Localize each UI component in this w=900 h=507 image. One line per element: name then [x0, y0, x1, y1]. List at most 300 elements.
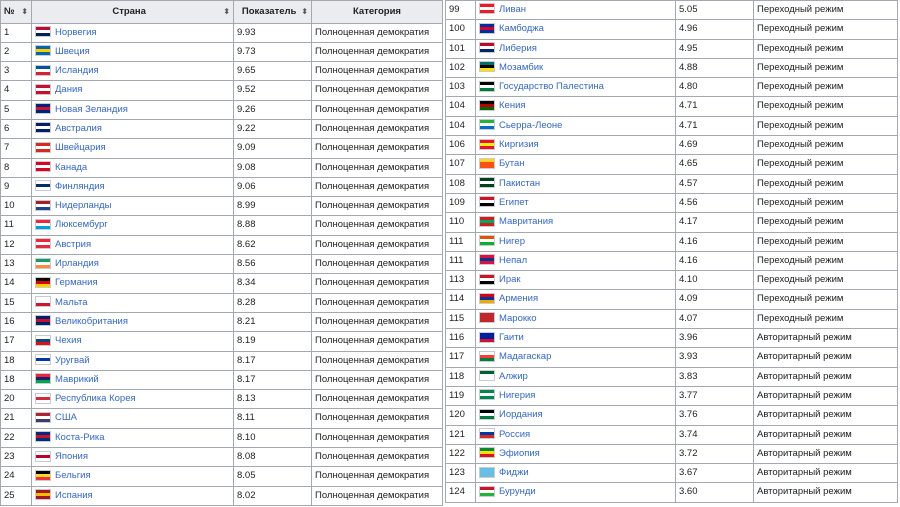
country-flag-icon[interactable] [35, 393, 51, 404]
country-cell [476, 174, 676, 193]
country-link[interactable]: Сьерра-Леоне [499, 119, 563, 131]
country-flag-icon[interactable] [479, 351, 495, 362]
country-cell [32, 274, 234, 293]
table-row [446, 78, 898, 97]
country-flag-icon[interactable] [479, 119, 495, 130]
score-cell: 8.62 [234, 235, 312, 254]
country-link[interactable]: Дания [55, 84, 83, 96]
rank-cell: 104 [446, 97, 476, 116]
score-cell: 4.71 [676, 97, 754, 116]
rank-cell: 23 [1, 448, 32, 467]
table-row [1, 428, 443, 447]
rank-cell: 103 [446, 78, 476, 97]
score-cell: 4.16 [676, 251, 754, 270]
score-cell: 3.67 [676, 464, 754, 483]
country-link[interactable]: Эфиопия [499, 447, 540, 459]
sort-icon[interactable]: ⬍ [223, 7, 230, 16]
country-flag-icon[interactable] [479, 254, 495, 265]
right-table-body [446, 1, 898, 503]
score-cell: 8.17 [234, 351, 312, 370]
category-cell: Переходный режим [754, 1, 898, 20]
table-row [1, 81, 443, 100]
country-link[interactable]: Мадагаскар [499, 351, 552, 363]
score-cell: 3.83 [676, 367, 754, 386]
category-cell: Авторитарный режим [754, 406, 898, 425]
table-row [446, 39, 898, 58]
country-link[interactable]: Япония [55, 451, 88, 463]
rank-cell: 119 [446, 386, 476, 405]
country-flag-icon[interactable] [479, 312, 495, 323]
country-flag-icon[interactable] [479, 100, 495, 111]
country-flag-icon[interactable] [479, 293, 495, 304]
rank-cell: 7 [1, 139, 32, 158]
country-cell [32, 42, 234, 61]
category-cell: Переходный режим [754, 20, 898, 39]
country-link[interactable]: Алжир [499, 370, 528, 382]
category-cell: Полноценная демократия [312, 23, 443, 42]
category-cell: Полноценная демократия [312, 139, 443, 158]
rank-cell: 104 [446, 116, 476, 135]
rank-cell: 24 [1, 467, 32, 486]
country-flag-icon[interactable] [35, 219, 51, 230]
table-row [446, 20, 898, 39]
country-link[interactable]: Египет [499, 196, 529, 208]
score-cell: 3.72 [676, 444, 754, 463]
category-cell: Полноценная демократия [312, 42, 443, 61]
rank-cell: 109 [446, 193, 476, 212]
category-cell: Полноценная демократия [312, 235, 443, 254]
country-link[interactable]: Фиджи [499, 467, 529, 479]
country-flag-icon[interactable] [479, 42, 495, 53]
country-cell [476, 406, 676, 425]
category-cell: Переходный режим [754, 271, 898, 290]
category-cell: Авторитарный режим [754, 483, 898, 502]
country-link[interactable]: Бельгия [55, 470, 91, 482]
category-cell: Переходный режим [754, 290, 898, 309]
country-flag-icon[interactable] [35, 335, 51, 346]
table-row [446, 464, 898, 483]
score-cell: 9.26 [234, 100, 312, 119]
country-cell [476, 329, 676, 348]
rank-cell: 115 [446, 309, 476, 328]
country-link[interactable]: Государство Палестина [499, 81, 604, 93]
country-link[interactable]: Мальта [55, 296, 88, 308]
country-link[interactable]: Маврикий [55, 373, 99, 385]
country-link[interactable]: Камбоджа [499, 23, 544, 35]
country-link[interactable]: Швейцария [55, 142, 106, 154]
score-cell: 3.96 [676, 329, 754, 348]
country-flag-icon[interactable] [479, 274, 495, 285]
country-link[interactable]: Норвегия [55, 26, 97, 38]
country-cell [476, 78, 676, 97]
left-ranking-table [0, 0, 443, 506]
country-link[interactable]: Либерия [499, 42, 537, 54]
country-cell [32, 312, 234, 331]
country-flag-icon[interactable] [479, 61, 495, 72]
category-cell: Полноценная демократия [312, 312, 443, 331]
score-cell: 4.17 [676, 213, 754, 232]
score-cell: 9.93 [234, 23, 312, 42]
category-cell: Авторитарный режим [754, 329, 898, 348]
table-row [1, 177, 443, 196]
category-cell: Переходный режим [754, 58, 898, 77]
country-cell [32, 197, 234, 216]
country-cell [32, 62, 234, 81]
country-flag-icon[interactable] [479, 196, 495, 207]
category-cell: Полноценная демократия [312, 370, 443, 389]
rank-cell: 3 [1, 62, 32, 81]
category-cell: Полноценная демократия [312, 216, 443, 235]
score-cell: 3.74 [676, 425, 754, 444]
table-row [1, 23, 443, 42]
country-flag-icon[interactable] [479, 216, 495, 227]
score-cell: 4.71 [676, 116, 754, 135]
category-cell: Полноценная демократия [312, 390, 443, 409]
country-link[interactable]: Киргизия [499, 139, 539, 151]
rank-cell: 8 [1, 158, 32, 177]
country-flag-icon[interactable] [35, 26, 51, 37]
score-cell: 9.22 [234, 119, 312, 138]
country-flag-icon[interactable] [35, 65, 51, 76]
rank-cell: 11 [1, 216, 32, 235]
country-cell [476, 58, 676, 77]
rank-cell: 4 [1, 81, 32, 100]
table-row [1, 312, 443, 331]
rank-cell: 120 [446, 406, 476, 425]
country-link[interactable]: Чехия [55, 335, 82, 347]
table-row [1, 351, 443, 370]
rank-column-header[interactable]: № ⬍ [1, 1, 32, 24]
country-cell [32, 177, 234, 196]
country-link[interactable]: Гаити [499, 332, 524, 344]
country-flag-icon[interactable] [35, 354, 51, 365]
category-cell: Полноценная демократия [312, 428, 443, 447]
country-link[interactable]: Люксембург [55, 219, 108, 231]
table-row [446, 213, 898, 232]
country-link[interactable]: Непал [499, 254, 528, 266]
table-row [446, 309, 898, 328]
table-row [1, 119, 443, 138]
country-cell [32, 293, 234, 312]
score-cell: 4.57 [676, 174, 754, 193]
score-cell: 9.06 [234, 177, 312, 196]
country-link[interactable]: Мозамбик [499, 61, 544, 73]
score-cell: 4.88 [676, 58, 754, 77]
table-row [1, 197, 443, 216]
rank-cell: 6 [1, 119, 32, 138]
country-cell [32, 139, 234, 158]
country-link[interactable]: Новая Зеландия [55, 103, 128, 115]
country-link[interactable]: Армения [499, 293, 539, 305]
rank-cell: 10 [1, 197, 32, 216]
country-link[interactable]: Австралия [55, 122, 102, 134]
rank-cell: 123 [446, 464, 476, 483]
country-cell [476, 425, 676, 444]
country-cell [476, 213, 676, 232]
table-row [1, 486, 443, 505]
country-link[interactable]: Коста-Рика [55, 431, 105, 443]
country-cell [476, 271, 676, 290]
country-cell [32, 332, 234, 351]
country-link[interactable]: Исландия [55, 65, 99, 77]
rank-cell: 21 [1, 409, 32, 428]
country-cell [32, 158, 234, 177]
country-flag-icon[interactable] [479, 139, 495, 150]
table-row [446, 425, 898, 444]
country-flag-icon[interactable] [35, 238, 51, 249]
country-link[interactable]: Ливан [499, 4, 527, 15]
country-link[interactable]: Швеция [55, 45, 90, 57]
country-link[interactable]: Пакистан [499, 177, 541, 189]
country-cell [476, 367, 676, 386]
country-link[interactable]: Марокко [499, 312, 537, 324]
table-row [446, 367, 898, 386]
score-cell: 4.96 [676, 20, 754, 39]
country-flag-icon[interactable] [35, 161, 51, 172]
country-link[interactable]: Бутан [499, 158, 525, 170]
country-flag-icon[interactable] [479, 389, 495, 400]
score-cell: 4.07 [676, 309, 754, 328]
rank-cell: 121 [446, 425, 476, 444]
rank-cell: 111 [446, 232, 476, 251]
country-link[interactable]: Россия [499, 428, 531, 440]
country-column-header[interactable]: Страна ⬍ [32, 1, 234, 24]
score-cell: 8.99 [234, 197, 312, 216]
country-cell [476, 1, 676, 20]
country-flag-icon[interactable] [35, 200, 51, 211]
country-flag-icon[interactable] [35, 296, 51, 307]
table-row [446, 136, 898, 155]
country-cell [476, 483, 676, 502]
country-link[interactable]: Финляндия [55, 180, 105, 192]
country-cell [32, 448, 234, 467]
rank-cell: 101 [446, 39, 476, 58]
country-link[interactable]: Республика Корея [55, 393, 136, 405]
country-flag-icon[interactable] [35, 489, 51, 500]
country-flag-icon[interactable] [479, 467, 495, 478]
score-cell: 9.08 [234, 158, 312, 177]
category-cell: Переходный режим [754, 193, 898, 212]
country-cell [32, 351, 234, 370]
score-cell: 4.69 [676, 136, 754, 155]
country-flag-icon[interactable] [479, 81, 495, 92]
rank-cell: 18 [1, 370, 32, 389]
country-cell [476, 136, 676, 155]
country-cell [476, 193, 676, 212]
country-cell [32, 23, 234, 42]
score-cell: 3.93 [676, 348, 754, 367]
header-row [1, 1, 443, 24]
country-cell [476, 290, 676, 309]
table-row [446, 193, 898, 212]
country-flag-icon[interactable] [479, 23, 495, 34]
score-cell: 4.80 [676, 78, 754, 97]
country-cell [476, 232, 676, 251]
country-flag-icon[interactable] [479, 428, 495, 439]
country-flag-icon[interactable] [479, 158, 495, 169]
country-link[interactable]: Германия [55, 277, 98, 289]
country-flag-icon[interactable] [35, 103, 51, 114]
country-flag-icon[interactable] [35, 84, 51, 95]
country-flag-icon[interactable] [35, 315, 51, 326]
country-cell [32, 409, 234, 428]
sort-icon[interactable]: ⬍ [301, 7, 308, 16]
country-flag-icon[interactable] [35, 142, 51, 153]
country-flag-icon[interactable] [35, 258, 51, 269]
table-row [1, 100, 443, 119]
table-row [1, 448, 443, 467]
score-cell: 8.21 [234, 312, 312, 331]
country-cell [476, 116, 676, 135]
rank-cell: 1 [1, 23, 32, 42]
country-link[interactable]: Канада [55, 161, 88, 173]
country-cell [476, 444, 676, 463]
country-cell [32, 467, 234, 486]
rank-cell: 118 [446, 367, 476, 386]
country-cell [476, 155, 676, 174]
country-cell [32, 428, 234, 447]
country-flag-icon[interactable] [479, 235, 495, 246]
country-cell [32, 100, 234, 119]
score-cell: 8.05 [234, 467, 312, 486]
rank-cell: 102 [446, 58, 476, 77]
rank-cell: 18 [1, 351, 32, 370]
rank-cell: 106 [446, 136, 476, 155]
table-row [1, 332, 443, 351]
score-cell: 4.09 [676, 290, 754, 309]
category-cell: Полноценная демократия [312, 197, 443, 216]
country-link[interactable]: США [55, 412, 77, 424]
category-cell: Полноценная демократия [312, 351, 443, 370]
country-flag-icon[interactable] [479, 332, 495, 343]
country-flag-icon[interactable] [479, 447, 495, 458]
country-link[interactable]: Испания [55, 489, 93, 501]
score-cell: 8.13 [234, 390, 312, 409]
country-flag-icon[interactable] [35, 431, 51, 442]
category-cell: Авторитарный режим [754, 386, 898, 405]
country-link[interactable]: Бурунди [499, 486, 536, 498]
country-flag-icon[interactable] [35, 412, 51, 423]
rank-cell: 124 [446, 483, 476, 502]
country-flag-icon[interactable] [479, 486, 495, 497]
table-row [446, 271, 898, 290]
country-flag-icon[interactable] [35, 451, 51, 462]
country-link[interactable]: Мавритания [499, 216, 554, 228]
category-cell: Полноценная демократия [312, 486, 443, 505]
score-column-header[interactable]: Показатель ⬍ [234, 1, 312, 24]
table-row [1, 370, 443, 389]
country-cell [32, 255, 234, 274]
country-cell [32, 81, 234, 100]
rank-cell: 15 [1, 293, 32, 312]
country-flag-icon[interactable] [479, 3, 495, 14]
score-cell: 8.56 [234, 255, 312, 274]
score-cell: 4.10 [676, 271, 754, 290]
table-row [1, 139, 443, 158]
country-flag-icon[interactable] [479, 370, 495, 381]
country-link[interactable]: Уругвай [55, 354, 90, 366]
table-row [1, 255, 443, 274]
rank-cell: 9 [1, 177, 32, 196]
country-link[interactable]: Ирак [499, 274, 521, 286]
category-cell: Переходный режим [754, 97, 898, 116]
country-flag-icon[interactable] [35, 45, 51, 56]
score-cell: 9.73 [234, 42, 312, 61]
category-cell: Переходный режим [754, 155, 898, 174]
country-link[interactable]: Нигер [499, 235, 525, 247]
table-row [1, 467, 443, 486]
rank-cell: 122 [446, 444, 476, 463]
score-cell: 8.88 [234, 216, 312, 235]
category-cell: Полноценная демократия [312, 409, 443, 428]
score-cell: 4.65 [676, 155, 754, 174]
country-flag-icon[interactable] [35, 277, 51, 288]
category-column-header[interactable]: Категория [312, 1, 443, 24]
rank-cell: 114 [446, 290, 476, 309]
rank-cell: 108 [446, 174, 476, 193]
table-row [446, 155, 898, 174]
category-cell: Полноценная демократия [312, 293, 443, 312]
country-flag-icon[interactable] [35, 122, 51, 133]
table-row [446, 386, 898, 405]
table-row [1, 390, 443, 409]
table-row [446, 290, 898, 309]
category-cell: Авторитарный режим [754, 425, 898, 444]
country-cell [476, 386, 676, 405]
country-flag-icon[interactable] [35, 180, 51, 191]
country-cell [476, 348, 676, 367]
country-cell [476, 251, 676, 270]
score-cell: 8.17 [234, 370, 312, 389]
score-cell: 8.08 [234, 448, 312, 467]
category-cell: Переходный режим [754, 251, 898, 270]
category-cell: Переходный режим [754, 39, 898, 58]
table-row [446, 232, 898, 251]
country-link[interactable]: Ирландия [55, 258, 99, 270]
country-link[interactable]: Нидерланды [55, 200, 112, 212]
country-link[interactable]: Иордания [499, 409, 543, 421]
rank-cell: 12 [1, 235, 32, 254]
category-cell: Полноценная демократия [312, 158, 443, 177]
table-row [446, 348, 898, 367]
country-flag-icon[interactable] [479, 409, 495, 420]
country-cell [32, 216, 234, 235]
country-flag-icon[interactable] [35, 470, 51, 481]
rank-cell: 25 [1, 486, 32, 505]
rank-cell: 107 [446, 155, 476, 174]
category-cell: Авторитарный режим [754, 464, 898, 483]
country-link[interactable]: Кения [499, 100, 526, 112]
country-cell [32, 235, 234, 254]
category-cell: Полноценная демократия [312, 332, 443, 351]
category-cell: Переходный режим [754, 136, 898, 155]
table-row [446, 97, 898, 116]
score-cell: 3.60 [676, 483, 754, 502]
country-flag-icon[interactable] [479, 177, 495, 188]
country-link[interactable]: Австрия [55, 238, 92, 250]
rank-cell: 117 [446, 348, 476, 367]
rank-cell: 14 [1, 274, 32, 293]
category-cell: Переходный режим [754, 174, 898, 193]
category-cell: Полноценная демократия [312, 255, 443, 274]
country-link[interactable]: Нигерия [499, 389, 536, 401]
sort-icon[interactable]: ⬍ [21, 7, 28, 16]
score-cell: 4.95 [676, 39, 754, 58]
country-flag-icon[interactable] [35, 373, 51, 384]
country-link[interactable]: Великобритания [55, 315, 128, 327]
country-cell [32, 390, 234, 409]
table-row [1, 409, 443, 428]
